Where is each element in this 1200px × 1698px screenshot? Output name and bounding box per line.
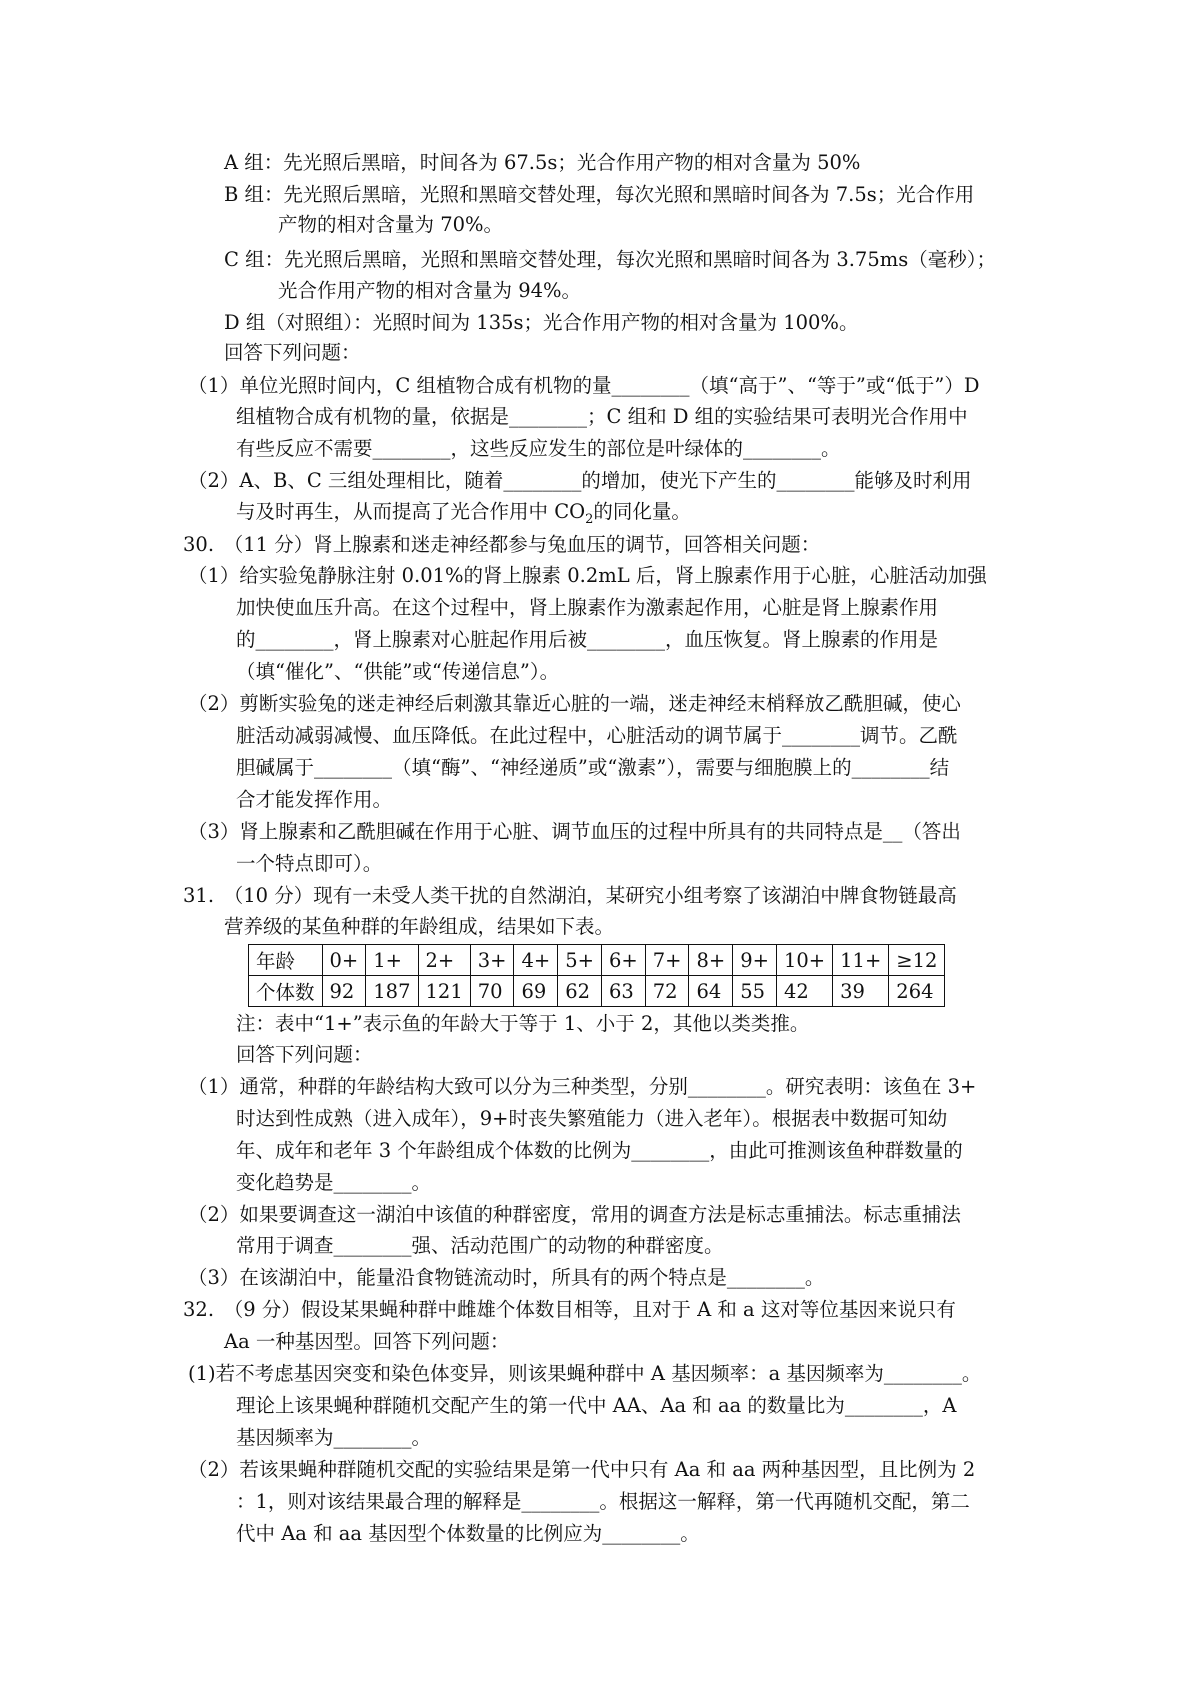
text-line: D 组（对照组）：光照时间为 135s；光合作用产物的相对含量为 100%。 [224, 311, 859, 334]
text-line: C 组：先光照后黑暗，光照和黑暗交替处理，每次光照和黑暗时间各为 3.75ms（毫秒）； [224, 248, 996, 271]
text-line: 回答下列问题： [224, 341, 361, 364]
question-31-3: （3）在该湖泊中，能量沿食物链流动时，所具有的两个特点是________。 [188, 1266, 825, 1289]
table-header-cell: 3+ [470, 945, 514, 976]
question-30-1: （1）给实验兔静脉注射 0.01%的肾上腺素 0.2mL 后，肾上腺素作用于心脏，心脏活动加强 [188, 564, 987, 587]
text-line: 脏活动减弱减慢、血压降低。在此过程中，心脏活动的调节属于________调节。乙酰 [236, 724, 958, 747]
text-segment: 的同化量。 [593, 500, 691, 523]
text-line: B 组：先光照后黑暗，光照和黑暗交替处理，每次光照和黑暗时间各为 7.5s；光合作用 [224, 183, 975, 206]
text-line: 有些反应不需要________，这些反应发生的部位是叶绿体的________。 [236, 437, 841, 460]
table-cell: 72 [645, 976, 689, 1007]
table-cell: 39 [833, 976, 889, 1007]
text-line: 合才能发挥作用。 [236, 788, 393, 811]
table-cell: 264 [889, 976, 945, 1007]
text-line: （填“催化”、“供能”或“传递信息”）。 [236, 660, 560, 683]
table-cell: 42 [776, 976, 832, 1007]
text-line: 代中 Aa 和 aa 基因型个体数量的比例应为________。 [236, 1522, 700, 1545]
table-header-cell: 11+ [833, 945, 889, 976]
table-header-cell: 年龄 [249, 945, 323, 976]
table-header-cell: 2+ [418, 945, 470, 976]
text-line: A 组：先光照后黑暗，时间各为 67.5s；光合作用产物的相对含量为 50% [224, 151, 861, 174]
text-line: 加快使血压升高。在这个过程中，肾上腺素作为激素起作用，心脏是肾上腺素作用 [236, 596, 939, 619]
table-header-cell: 4+ [514, 945, 558, 976]
table-note: 注：表中“1+”表示鱼的年龄大于等于 1、小于 2，其他以类类推。 [236, 1012, 810, 1035]
text-segment: 与及时再生，从而提高了光合作用中 CO [236, 500, 586, 523]
subscript: 2 [585, 511, 594, 527]
table-header-cell: 6+ [601, 945, 645, 976]
text-line: 组植物合成有机物的量，依据是________；C 组和 D 组的实验结果可表明光合作用中 [236, 405, 968, 428]
question-31: 31. （10 分）现有一未受人类干扰的自然湖泊，某研究小组考察了该湖泊中牌食物链最高 [183, 884, 957, 907]
table-cell: 63 [601, 976, 645, 1007]
table-cell: 70 [470, 976, 514, 1007]
table-row [249, 976, 945, 1007]
table-cell: 55 [733, 976, 777, 1007]
question-31-2: （2）如果要调查这一湖泊中该值的种群密度，常用的调查方法是标志重捕法。标志重捕法 [188, 1203, 961, 1226]
text-line: 变化趋势是________。 [236, 1171, 432, 1194]
question-30-2: （2）剪断实验兔的迷走神经后刺激其靠近心脏的一端，迷走神经末梢释放乙酰胆碱，使心 [188, 692, 961, 715]
table-header-cell: 10+ [776, 945, 832, 976]
text-line: 一个特点即可）。 [236, 852, 383, 875]
table-header-cell: 1+ [366, 945, 418, 976]
question-29-2: （2）A、B、C 三组处理相比，随着________的增加，使光下产生的________能够及时利用 [188, 469, 972, 492]
table-cell: 187 [366, 976, 418, 1007]
age-structure-table [248, 944, 945, 1007]
table-header-cell: 9+ [733, 945, 777, 976]
question-30: 30. （11 分）肾上腺素和迷走神经都参与兔血压的调节，回答相关问题： [183, 533, 821, 556]
table-cell: 62 [558, 976, 602, 1007]
table-header-cell: 7+ [645, 945, 689, 976]
table-header-cell: 0+ [322, 945, 366, 976]
table-cell: 64 [689, 976, 733, 1007]
table-cell: 92 [322, 976, 366, 1007]
question-31-1: （1）通常，种群的年龄结构大致可以分为三种类型，分别________。研究表明：该鱼在 3+ [188, 1075, 977, 1098]
table-header-cell: 5+ [558, 945, 602, 976]
text-line: 理论上该果蝇种群随机交配产生的第一代中 AA、Aa 和 aa 的数量比为________，A [236, 1394, 957, 1417]
question-32: 32. （9 分）假设某果蝇种群中雌雄个体数目相等，且对于 A 和 a 这对等位基因来说只有 [183, 1298, 956, 1321]
text-line: 胆碱属于________（填“酶”、“神经递质”或“激素”），需要与细胞膜上的________结 [236, 756, 950, 779]
text-line: 产物的相对含量为 70%。 [278, 213, 504, 236]
text-line: ：1，则对该结果最合理的解释是________。根据这一解释，第一代再随机交配，第二 [236, 1490, 970, 1513]
text-line: 基因频率为________。 [236, 1426, 432, 1449]
question-30-3: （3）肾上腺素和乙酰胆碱在作用于心脏、调节血压的过程中所具有的共同特点是__（答出 [188, 820, 961, 843]
question-29-1: （1）单位光照时间内，C 组植物合成有机物的量________（填“高于”、“等于”或“低于”）D [188, 374, 980, 397]
text-line: Aa 一种基因型。回答下列问题： [224, 1330, 510, 1353]
text-line: 光合作用产物的相对含量为 94%。 [278, 279, 582, 302]
table-cell: 121 [418, 976, 470, 1007]
table-row [249, 945, 945, 976]
text-line: 常用于调查________强、活动范围广的动物的种群密度。 [236, 1234, 724, 1257]
table-header-cell: ≥12 [889, 945, 945, 976]
text-line: 的________，肾上腺素对心脏起作用后被________，血压恢复。肾上腺素的作用是 [236, 628, 939, 651]
text-line: 时达到性成熟（进入成年），9+时丧失繁殖能力（进入老年）。根据表中数据可知幼 [236, 1107, 948, 1130]
table-cell: 69 [514, 976, 558, 1007]
text-line: 营养级的某鱼种群的年龄组成，结果如下表。 [224, 915, 615, 938]
text-line: 回答下列问题： [236, 1043, 373, 1066]
question-32-1: (1)若不考虑基因突变和染色体变异，则该果蝇种群中 A 基因频率：a 基因频率为________。 [188, 1362, 982, 1385]
question-32-2: （2）若该果蝇种群随机交配的实验结果是第一代中只有 Aa 和 aa 两种基因型，且比例为 2 [188, 1458, 976, 1481]
table-header-cell: 8+ [689, 945, 733, 976]
text-line: 年、成年和老年 3 个年龄组成个体数的比例为________，由此可推测该鱼种群数量的 [236, 1139, 963, 1162]
text-line [236, 500, 691, 532]
table-cell: 个体数 [249, 976, 323, 1007]
